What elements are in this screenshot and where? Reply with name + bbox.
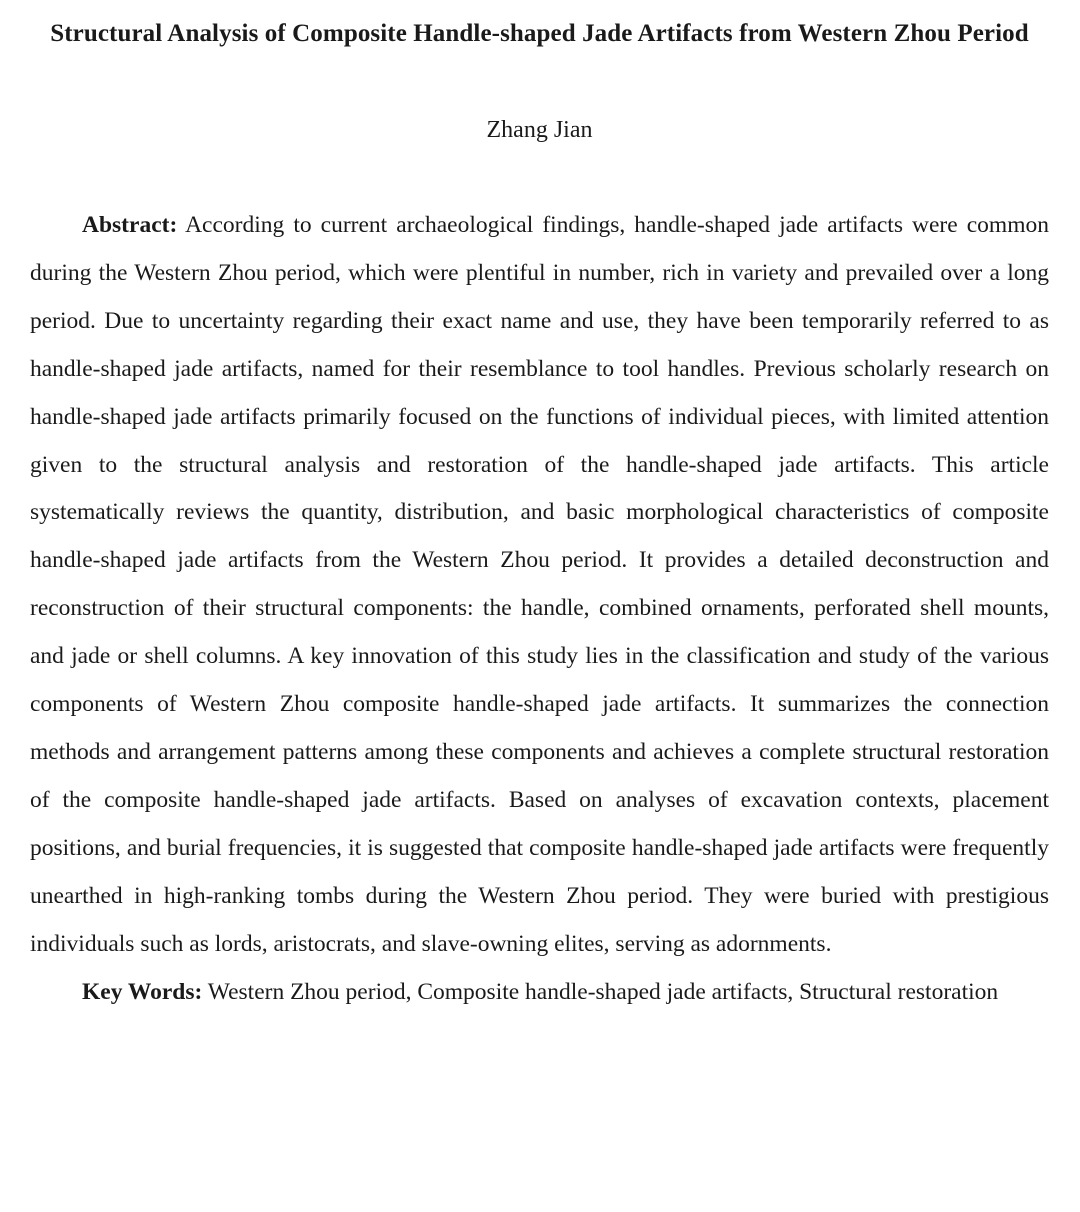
abstract-paragraph xyxy=(30,202,1049,969)
keywords-label: Key Words: xyxy=(82,978,203,1005)
paper-title: Structural Analysis of Composite Handle-shaped Jade Artifacts from Western Zhou Period xyxy=(50,20,1029,47)
abstract-label: Abstract: xyxy=(82,212,178,238)
keywords-paragraph xyxy=(30,969,1049,1017)
paper-page xyxy=(30,0,1049,1016)
author-name: Zhang Jian xyxy=(486,117,593,143)
abstract-text: According to current archaeological findings, handle-shaped jade artifacts were common during the Western Zhou period, which were plentiful in number, rich in variety and prevailed over a long period. Due to uncertainty regarding their exact name and use, they have been temporarily referred to as handle-shaped jade artifacts, named for their resemblance to tool handles. Previous scholarly research on handle-shaped jade artifacts primarily focused on the functions of individual pieces, with limited attention given to the structural analysis and restoration of the handle-shaped jade artifacts. This article systematically reviews the quantity, distribution, and basic morphological characteristics of composite handle-shaped jade artifacts from the Western Zhou period. It provides a detailed deconstruction and reconstruction of their structural components: the handle, combined ornaments, perforated shell mounts, and jade or shell columns. A key innovation of this study lies in the classification and study of the various components of Western Zhou composite handle-shaped jade artifacts. It summarizes the connection methods and arrangement patterns among these components and achieves a complete structural restoration of the composite handle-shaped jade artifacts. Based on analyses of excavation contexts, placement positions, and burial frequencies, it is suggested that composite handle-shaped jade artifacts were frequently unearthed in high-ranking tombs during the Western Zhou period. They were buried with prestigious individuals such as lords, aristocrats, and slave-owning elites, serving as adornments. xyxy=(30,212,1049,957)
keywords-text: Western Zhou period, Composite handle-shaped jade artifacts, Structural restoration xyxy=(207,978,999,1005)
